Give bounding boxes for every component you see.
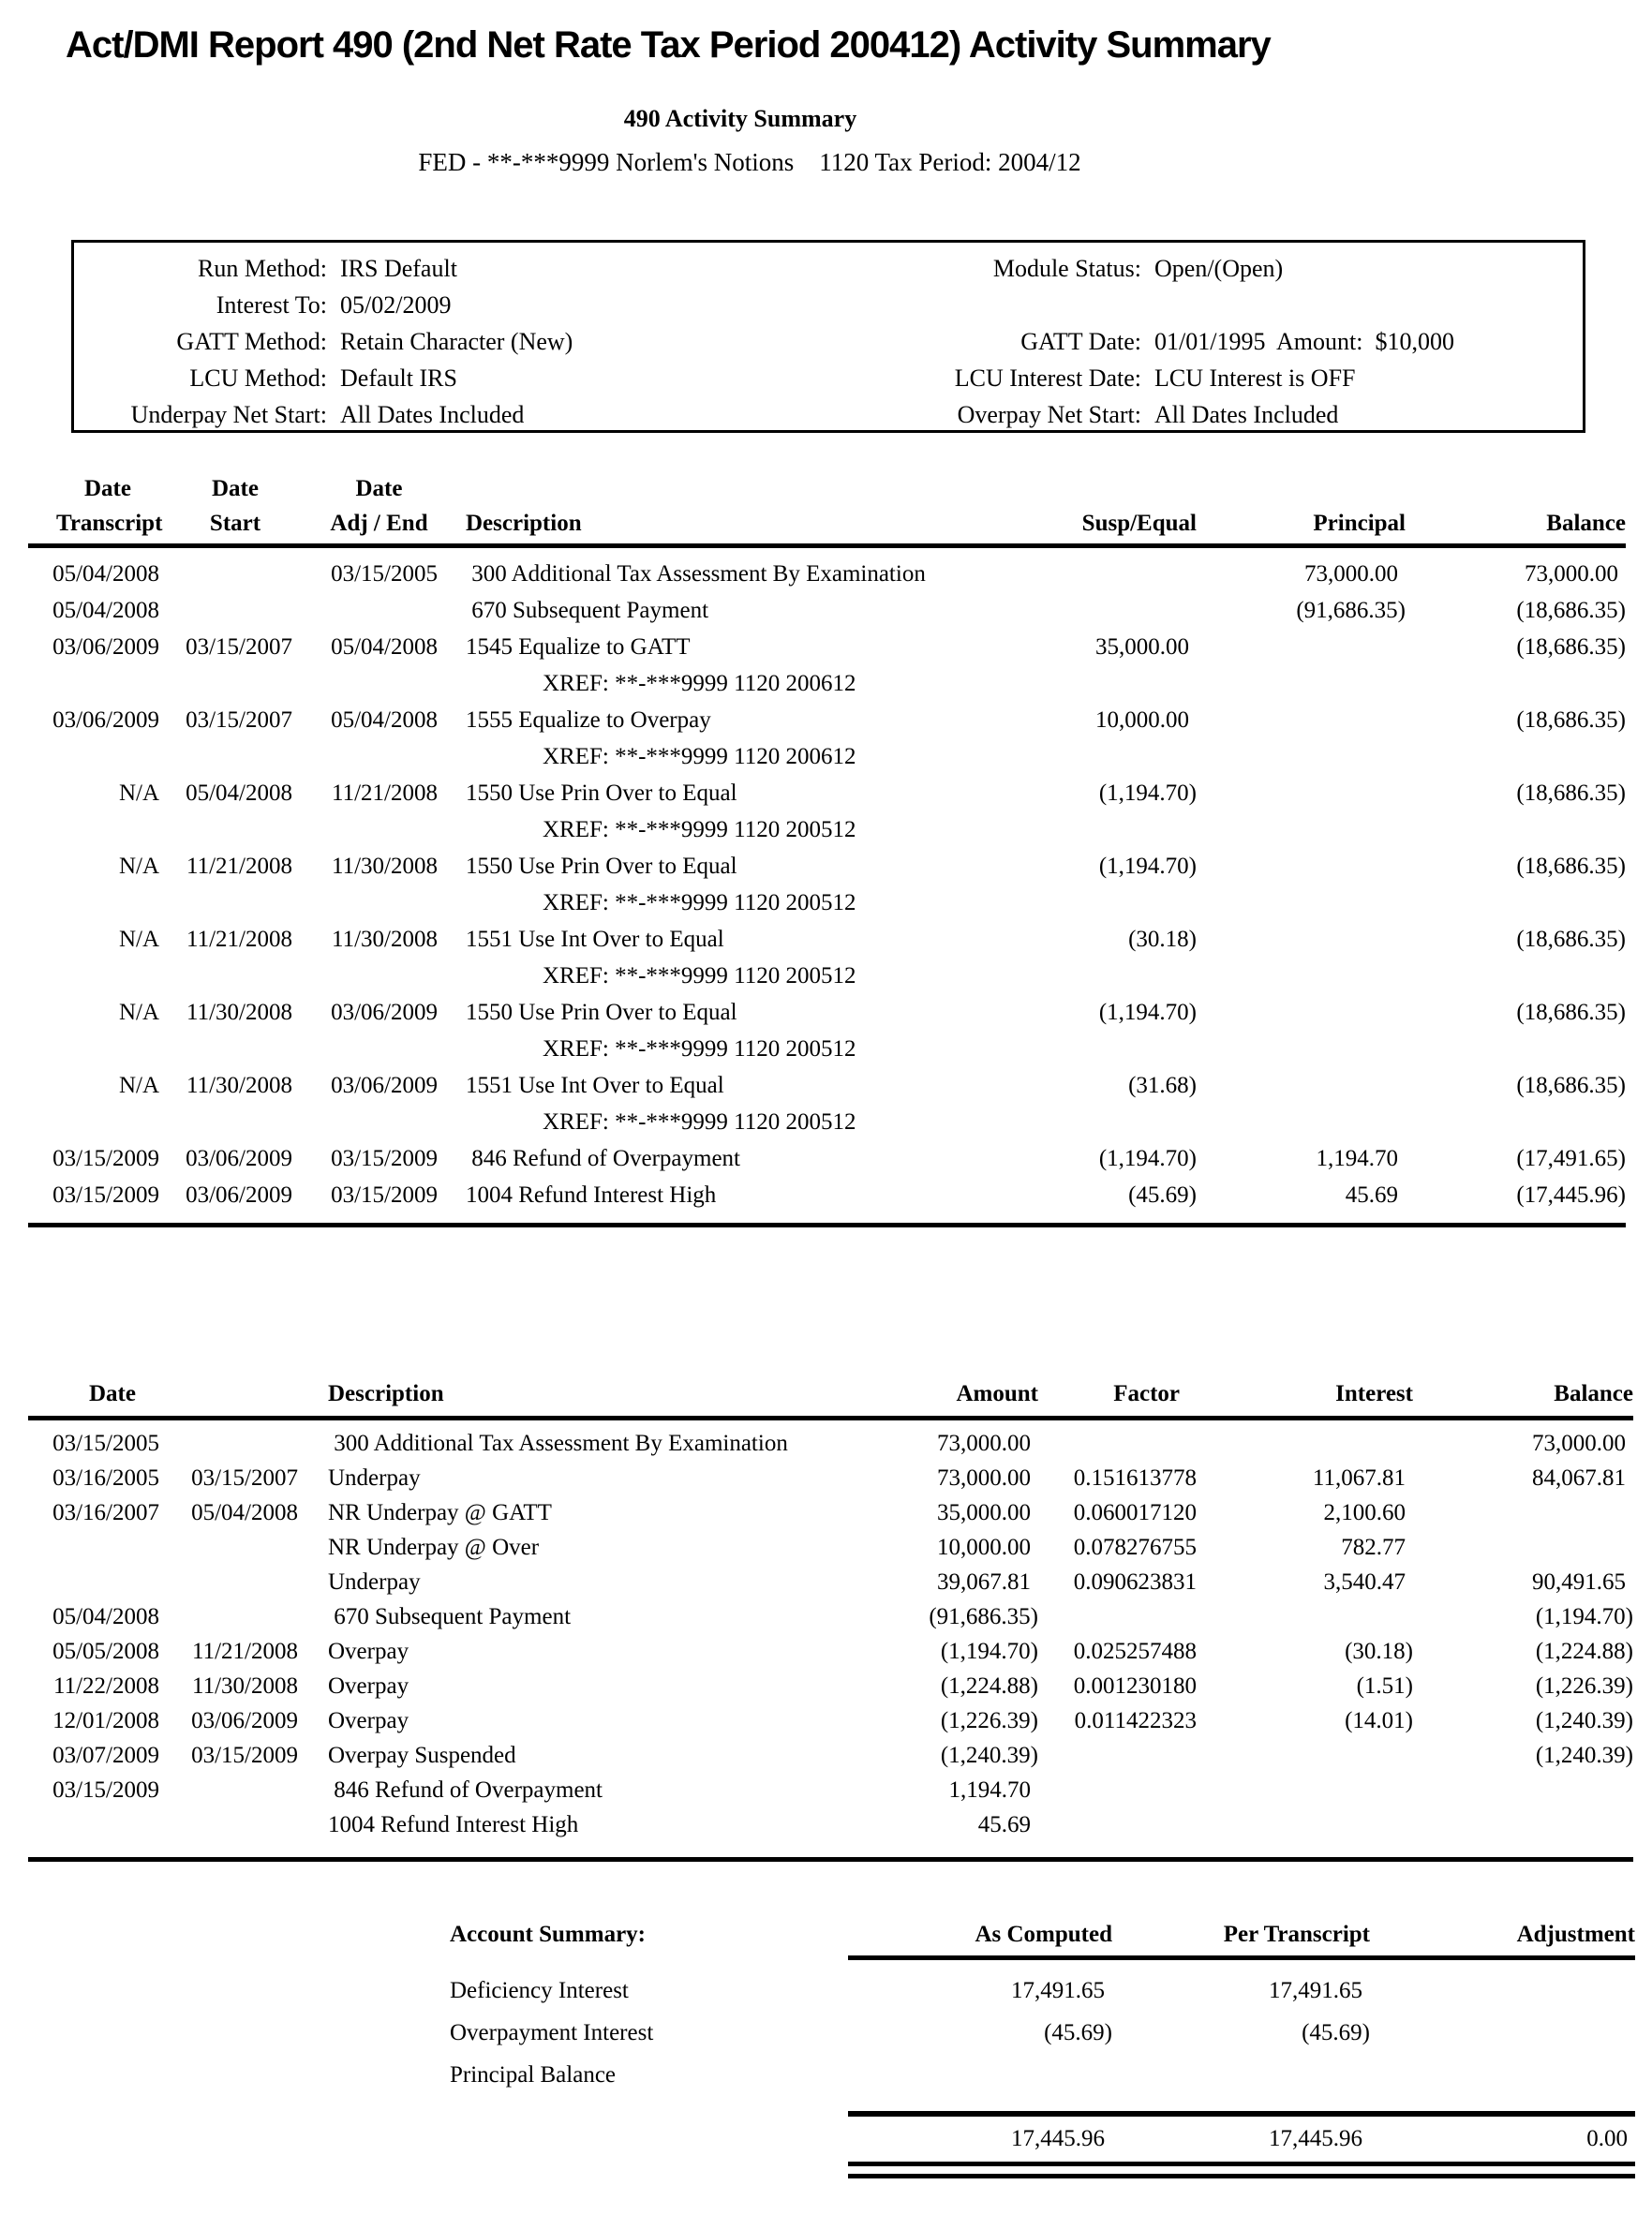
balance-cell (1413, 1807, 1633, 1842)
column-header-spacer (159, 1375, 298, 1413)
per-transcript-cell (1112, 2054, 1370, 2096)
amount-cell: 39,067.81 (937, 1569, 1031, 1595)
xref-line: XREF: **-***9999 1120 200512 (543, 1036, 856, 1062)
description-cell: 846 Refund of Overpayment (328, 1777, 603, 1803)
description-text: 1545 Equalize to GATT (466, 634, 691, 660)
interest-cell: (14.01) (1345, 1708, 1413, 1733)
column-header-date-transcript: Date Transcript (56, 476, 163, 536)
description-cell: Underpay (328, 1465, 421, 1491)
setting-value: Open/(Open) (1154, 255, 1284, 282)
date-transcript-cell: N/A (118, 1073, 159, 1098)
interest-cell: (30.18) (1345, 1639, 1413, 1664)
factor-cell (1038, 1773, 1204, 1807)
settings-left-column (83, 250, 921, 433)
date-end-cell (159, 1565, 298, 1599)
date-adj-end-cell: 03/15/2009 (331, 1182, 438, 1208)
principal-cell (1197, 775, 1406, 848)
interest-row (28, 1599, 1633, 1634)
page-title: Act/DMI Report 490 (2nd Net Rate Tax Period 200412) Activity Summary (66, 24, 1271, 66)
description-cell (438, 1177, 962, 1213)
amount-cell: (1,240.39) (940, 1743, 1038, 1768)
interest-row (28, 1634, 1633, 1669)
date-end-cell (159, 1599, 298, 1634)
interest-cell: (1.51) (1356, 1673, 1413, 1699)
description-cell (438, 994, 962, 1067)
balance-cell: 73,000.00 (1532, 1431, 1626, 1456)
summary-total-label (450, 2117, 843, 2162)
description-cell (438, 1067, 962, 1140)
amount-cell: 45.69 (977, 1812, 1031, 1837)
date-end-cell: 05/04/2008 (191, 1500, 298, 1525)
interest-cell: 3,540.47 (1323, 1569, 1406, 1595)
date-end-cell: 03/15/2009 (191, 1743, 298, 1768)
amount-cell: (91,686.35) (929, 1604, 1038, 1629)
double-rule-top (848, 2162, 1635, 2166)
interest-row (28, 1426, 1633, 1461)
date-end-cell: 11/30/2008 (192, 1673, 298, 1699)
column-header-date-start: Date Start (209, 476, 261, 536)
date-start-cell: 03/06/2009 (186, 1146, 292, 1171)
description-cell: Overpay (328, 1673, 409, 1699)
balance-cell: (17,491.65) (1516, 1146, 1626, 1171)
column-header-date: Date (89, 1381, 136, 1406)
date-adj-end-cell: 11/30/2008 (332, 927, 438, 952)
date-adj-end-cell: 03/06/2009 (331, 1073, 438, 1098)
description-text: 1550 Use Prin Over to Equal (466, 780, 737, 806)
activity-table-header (28, 471, 1626, 541)
summary-row (450, 2012, 1635, 2054)
susp-equal-cell: (1,194.70) (1098, 854, 1197, 879)
balance-cell: (18,686.35) (1516, 1000, 1626, 1025)
description-cell: 1004 Refund Interest High (328, 1812, 579, 1837)
date-start-cell (28, 1807, 159, 1842)
interest-cell (1204, 1807, 1413, 1842)
factor-cell (1038, 1738, 1204, 1773)
activity-row (28, 1177, 1626, 1213)
susp-equal-cell: (30.18) (1128, 927, 1197, 952)
factor-cell (1038, 1599, 1204, 1634)
xref-line: XREF: **-***9999 1120 200512 (543, 963, 856, 989)
account-summary-header (450, 1916, 1635, 1954)
interest-table-bottom-rule (28, 1857, 1633, 1862)
description-cell (438, 556, 962, 592)
account-summary-rows (450, 1960, 1635, 2096)
interest-cell: 2,100.60 (1323, 1500, 1406, 1525)
balance-cell (1413, 1773, 1633, 1807)
summary-label: Deficiency Interest (450, 1978, 629, 2003)
column-header-date-adj-end: Date Adj / End (330, 476, 428, 536)
adjustment-cell (1370, 2054, 1635, 2096)
description-cell (438, 921, 962, 994)
balance-cell: (1,226.39) (1535, 1673, 1633, 1699)
factor-cell: 0.151613778 (1073, 1465, 1197, 1491)
date-adj-end-cell: 05/04/2008 (331, 707, 438, 733)
interest-row (28, 1738, 1633, 1773)
balance-cell: (18,686.35) (1516, 634, 1626, 660)
column-header-principal: Principal (1313, 511, 1406, 536)
date-start-cell: 03/15/2007 (186, 707, 292, 733)
factor-cell: 0.090623831 (1073, 1569, 1197, 1595)
activity-row (28, 629, 1626, 702)
column-header-description: Description (328, 1381, 444, 1406)
factor-cell (1038, 1807, 1204, 1842)
date-transcript-cell: N/A (118, 927, 159, 952)
susp-equal-cell (962, 556, 1197, 592)
activity-row (28, 702, 1626, 775)
principal-cell (1197, 994, 1406, 1067)
summary-row (450, 2054, 1635, 2096)
balance-cell: (18,686.35) (1516, 780, 1626, 806)
description-cell: Overpay (328, 1639, 409, 1664)
setting-label: LCU Interest Date: (954, 364, 1141, 392)
description-cell: Overpay (328, 1708, 409, 1733)
balance-cell: (1,194.70) (1535, 1604, 1633, 1629)
interest-row (28, 1461, 1633, 1495)
setting-value: LCU Interest is OFF (1154, 364, 1356, 392)
date-start-cell: 11/22/2008 (53, 1673, 159, 1699)
activity-row (28, 1067, 1626, 1140)
principal-cell (1197, 921, 1406, 994)
interest-cell (1204, 1426, 1413, 1461)
description-text: 1004 Refund Interest High (466, 1182, 717, 1208)
description-cell (438, 592, 962, 629)
description-text: 1551 Use Int Over to Equal (466, 1073, 724, 1098)
setting-label: GATT Method: (176, 328, 327, 355)
xref-line: XREF: **-***9999 1120 200612 (543, 671, 856, 696)
date-transcript-cell: 03/15/2009 (52, 1182, 159, 1208)
date-transcript-cell: N/A (118, 780, 159, 806)
activity-row (28, 921, 1626, 994)
interest-row (28, 1703, 1633, 1738)
date-start-cell: 03/15/2005 (52, 1431, 159, 1456)
balance-cell: 90,491.65 (1532, 1569, 1626, 1595)
date-end-cell: 11/21/2008 (192, 1639, 298, 1664)
date-adj-end-cell: 05/04/2008 (331, 634, 438, 660)
activity-row (28, 775, 1626, 848)
account-summary-title: Account Summary: (450, 1922, 647, 1947)
xref-line: XREF: **-***9999 1120 200512 (543, 1109, 856, 1135)
interest-row (28, 1495, 1633, 1530)
setting-label: Overpay Net Start: (957, 401, 1141, 428)
column-header-susp-equal: Susp/Equal (1081, 511, 1197, 536)
amount-cell: 35,000.00 (937, 1500, 1031, 1525)
column-header-balance: Balance (1546, 511, 1626, 536)
balance-cell: (18,686.35) (1516, 707, 1626, 733)
description-cell: NR Underpay @ Over (328, 1535, 540, 1560)
description-cell: 300 Additional Tax Assessment By Examination (328, 1431, 788, 1456)
setting-value: All Dates Included (340, 401, 525, 428)
date-start-cell: 03/15/2009 (52, 1777, 159, 1803)
per-transcript-cell: 17,491.65 (1269, 1978, 1362, 2003)
interest-row (28, 1807, 1633, 1842)
double-rule-bottom (848, 2174, 1635, 2178)
principal-cell: 73,000.00 (1304, 561, 1398, 587)
description-text: 300 Additional Tax Assessment By Examination (466, 561, 926, 587)
as-computed-cell: (45.69) (1044, 2020, 1112, 2045)
settings-right-column (846, 250, 1567, 433)
date-start-cell: 05/05/2008 (52, 1639, 159, 1664)
interest-row (28, 1530, 1633, 1565)
date-transcript-cell: N/A (118, 1000, 159, 1025)
column-header-adjustment: Adjustment (1516, 1922, 1635, 1947)
date-transcript-cell: 05/04/2008 (52, 598, 159, 623)
setting-value: Default IRS (340, 364, 457, 392)
interest-table-header (28, 1375, 1633, 1413)
susp-equal-cell: 10,000.00 (1095, 707, 1189, 733)
date-start-cell (28, 1530, 159, 1565)
column-header-balance: Balance (1554, 1381, 1633, 1406)
date-start-cell: 03/16/2005 (52, 1465, 159, 1491)
setting-label: Underpay Net Start: (130, 401, 327, 428)
amount-cell: 1,194.70 (948, 1777, 1031, 1803)
balance-cell: (18,686.35) (1516, 598, 1626, 623)
column-header-interest: Interest (1335, 1381, 1413, 1406)
setting-value: 01/01/1995 Amount: $10,000 (1154, 328, 1454, 355)
interest-table-rows (28, 1420, 1633, 1842)
activity-row (28, 1140, 1626, 1177)
date-start-cell: 11/21/2008 (186, 854, 292, 879)
as-computed-cell: 17,491.65 (1011, 1978, 1105, 2003)
date-transcript-cell: 03/06/2009 (52, 707, 159, 733)
interest-row (28, 1773, 1633, 1807)
column-header-description: Description (466, 511, 582, 536)
interest-cell: 782.77 (1341, 1535, 1406, 1560)
description-cell (438, 1140, 962, 1177)
susp-equal-cell: (1,194.70) (1098, 1146, 1197, 1171)
summary-row (450, 1970, 1635, 2012)
date-adj-end-cell (292, 592, 438, 629)
date-adj-end-cell: 11/30/2008 (332, 854, 438, 879)
factor-cell: 0.011422323 (1074, 1708, 1197, 1733)
balance-cell (1413, 1495, 1633, 1530)
balance-cell: 73,000.00 (1525, 561, 1618, 587)
date-start-cell: 03/07/2009 (52, 1743, 159, 1768)
date-start-cell: 11/21/2008 (186, 927, 292, 952)
date-end-cell: 03/15/2007 (191, 1465, 298, 1491)
settings-box (71, 240, 1585, 433)
date-adj-end-cell: 03/15/2005 (331, 561, 438, 587)
per-transcript-cell: (45.69) (1302, 2020, 1370, 2045)
activity-row (28, 848, 1626, 921)
date-start-cell: 03/15/2007 (186, 634, 292, 660)
date-adj-end-cell: 03/15/2009 (331, 1146, 438, 1171)
amount-cell: 73,000.00 (937, 1431, 1031, 1456)
setting-value (1154, 287, 1567, 323)
date-start-cell: 03/06/2009 (186, 1182, 292, 1208)
activity-table (28, 471, 1626, 1227)
amount-cell: 73,000.00 (937, 1465, 1031, 1491)
summary-label: Principal Balance (450, 2062, 617, 2088)
total-per-transcript-cell: 17,445.96 (1269, 2126, 1362, 2151)
account-summary-total-row (450, 2117, 1635, 2162)
setting-value: 05/02/2009 (340, 291, 452, 319)
column-header-amount: Amount (956, 1381, 1038, 1406)
amount-cell: (1,224.88) (940, 1673, 1038, 1699)
report-subtitle: 490 Activity Summary (623, 105, 857, 132)
setting-value: Retain Character (New) (340, 328, 573, 355)
description-cell (438, 848, 962, 921)
description-cell (438, 702, 962, 775)
interest-row (28, 1565, 1633, 1599)
date-transcript-cell: 03/06/2009 (52, 634, 159, 660)
setting-label: GATT Date: (1020, 328, 1141, 355)
adjustment-cell (1370, 2012, 1635, 2054)
principal-cell: 45.69 (1345, 1182, 1398, 1208)
date-end-cell (159, 1426, 298, 1461)
xref-line: XREF: **-***9999 1120 200512 (543, 817, 856, 842)
description-text: 1550 Use Prin Over to Equal (466, 854, 737, 879)
activity-row (28, 592, 1626, 629)
amount-cell: (1,226.39) (940, 1708, 1038, 1733)
setting-label: Run Method: (198, 255, 327, 282)
setting-value: IRS Default (340, 255, 457, 282)
interest-table (28, 1375, 1633, 1862)
date-end-cell (159, 1807, 298, 1842)
description-cell: Overpay Suspended (328, 1743, 516, 1768)
factor-cell (1038, 1426, 1204, 1461)
description-text: 1551 Use Int Over to Equal (466, 927, 724, 952)
date-end-cell (159, 1773, 298, 1807)
date-start-cell: 03/16/2007 (52, 1500, 159, 1525)
description-text: 846 Refund of Overpayment (466, 1146, 740, 1171)
factor-cell: 0.078276755 (1073, 1535, 1197, 1560)
setting-label: LCU Method: (189, 364, 327, 392)
balance-cell: (1,240.39) (1535, 1743, 1633, 1768)
balance-cell: (18,686.35) (1516, 1073, 1626, 1098)
principal-cell (1197, 702, 1406, 775)
date-end-cell: 03/06/2009 (191, 1708, 298, 1733)
date-start-cell: 12/01/2008 (52, 1708, 159, 1733)
description-cell: 670 Subsequent Payment (328, 1604, 572, 1629)
date-transcript-cell: N/A (118, 854, 159, 879)
date-start-cell: 11/30/2008 (186, 1000, 292, 1025)
adjustment-cell (1370, 1970, 1635, 2012)
date-start-cell: 11/30/2008 (186, 1073, 292, 1098)
balance-cell: (18,686.35) (1516, 927, 1626, 952)
setting-label: Module Status: (992, 255, 1141, 282)
activity-table-rows (28, 548, 1626, 1213)
factor-cell: 0.060017120 (1073, 1500, 1197, 1525)
date-adj-end-cell: 03/06/2009 (331, 1000, 438, 1025)
description-cell: NR Underpay @ GATT (328, 1500, 552, 1525)
activity-row (28, 994, 1626, 1067)
amount-cell: (1,194.70) (940, 1639, 1038, 1664)
susp-equal-cell: (1,194.70) (1098, 780, 1197, 806)
as-computed-cell (843, 2054, 1112, 2096)
date-end-cell (159, 1530, 298, 1565)
date-start-cell (159, 556, 292, 592)
account-summary (450, 1916, 1635, 2178)
principal-cell (1197, 1067, 1406, 1140)
column-header-as-computed: As Computed (975, 1922, 1112, 1947)
susp-equal-cell: (31.68) (1128, 1073, 1197, 1098)
balance-cell: 84,067.81 (1532, 1465, 1626, 1491)
balance-cell: (18,686.35) (1516, 854, 1626, 879)
total-as-computed-cell: 17,445.96 (1011, 2126, 1105, 2151)
principal-cell: 1,194.70 (1316, 1146, 1398, 1171)
description-text: 1550 Use Prin Over to Equal (466, 1000, 737, 1025)
setting-label (846, 287, 1141, 323)
summary-label: Overpayment Interest (450, 2020, 654, 2045)
setting-value: All Dates Included (1154, 401, 1339, 428)
date-transcript-cell: 03/15/2009 (52, 1146, 159, 1171)
column-header-factor: Factor (1113, 1381, 1180, 1406)
susp-equal-cell: 35,000.00 (1095, 634, 1189, 660)
interest-row (28, 1669, 1633, 1703)
description-text: 670 Subsequent Payment (466, 598, 709, 623)
description-cell (438, 629, 962, 702)
date-start-cell: 05/04/2008 (186, 780, 292, 806)
xref-line: XREF: **-***9999 1120 200612 (543, 744, 856, 769)
interest-cell (1204, 1738, 1413, 1773)
factor-cell: 0.025257488 (1073, 1639, 1197, 1664)
date-transcript-cell: 05/04/2008 (52, 561, 159, 587)
susp-equal-cell (962, 592, 1197, 629)
susp-equal-cell: (45.69) (1128, 1182, 1197, 1208)
date-start-cell (28, 1565, 159, 1599)
susp-equal-cell: (1,194.70) (1098, 1000, 1197, 1025)
interest-cell (1204, 1773, 1413, 1807)
xref-line: XREF: **-***9999 1120 200512 (543, 890, 856, 915)
date-adj-end-cell: 11/21/2008 (332, 780, 438, 806)
principal-cell: (91,686.35) (1296, 598, 1406, 623)
date-start-cell (159, 592, 292, 629)
activity-table-bottom-rule (28, 1223, 1626, 1227)
setting-label: Interest To: (216, 291, 327, 319)
description-cell (438, 775, 962, 848)
total-adjustment-cell: 0.00 (1586, 2126, 1628, 2151)
interest-cell: 11,067.81 (1312, 1465, 1406, 1491)
balance-cell: (1,224.88) (1535, 1639, 1633, 1664)
description-text: 1555 Equalize to Overpay (466, 707, 711, 733)
date-start-cell: 05/04/2008 (52, 1604, 159, 1629)
balance-cell: (1,240.39) (1535, 1708, 1633, 1733)
principal-cell (1197, 629, 1406, 702)
amount-cell: 10,000.00 (937, 1535, 1031, 1560)
principal-cell (1197, 848, 1406, 921)
balance-cell (1413, 1530, 1633, 1565)
entity-line: FED - **-***9999 Norlem's Notions 1120 Tax Period: 2004/12 (418, 148, 1081, 176)
column-header-per-transcript: Per Transcript (1223, 1922, 1370, 1947)
factor-cell: 0.001230180 (1073, 1673, 1197, 1699)
activity-row (28, 556, 1626, 592)
description-cell: Underpay (328, 1569, 421, 1595)
balance-cell: (17,445.96) (1516, 1182, 1626, 1208)
interest-cell (1204, 1599, 1413, 1634)
